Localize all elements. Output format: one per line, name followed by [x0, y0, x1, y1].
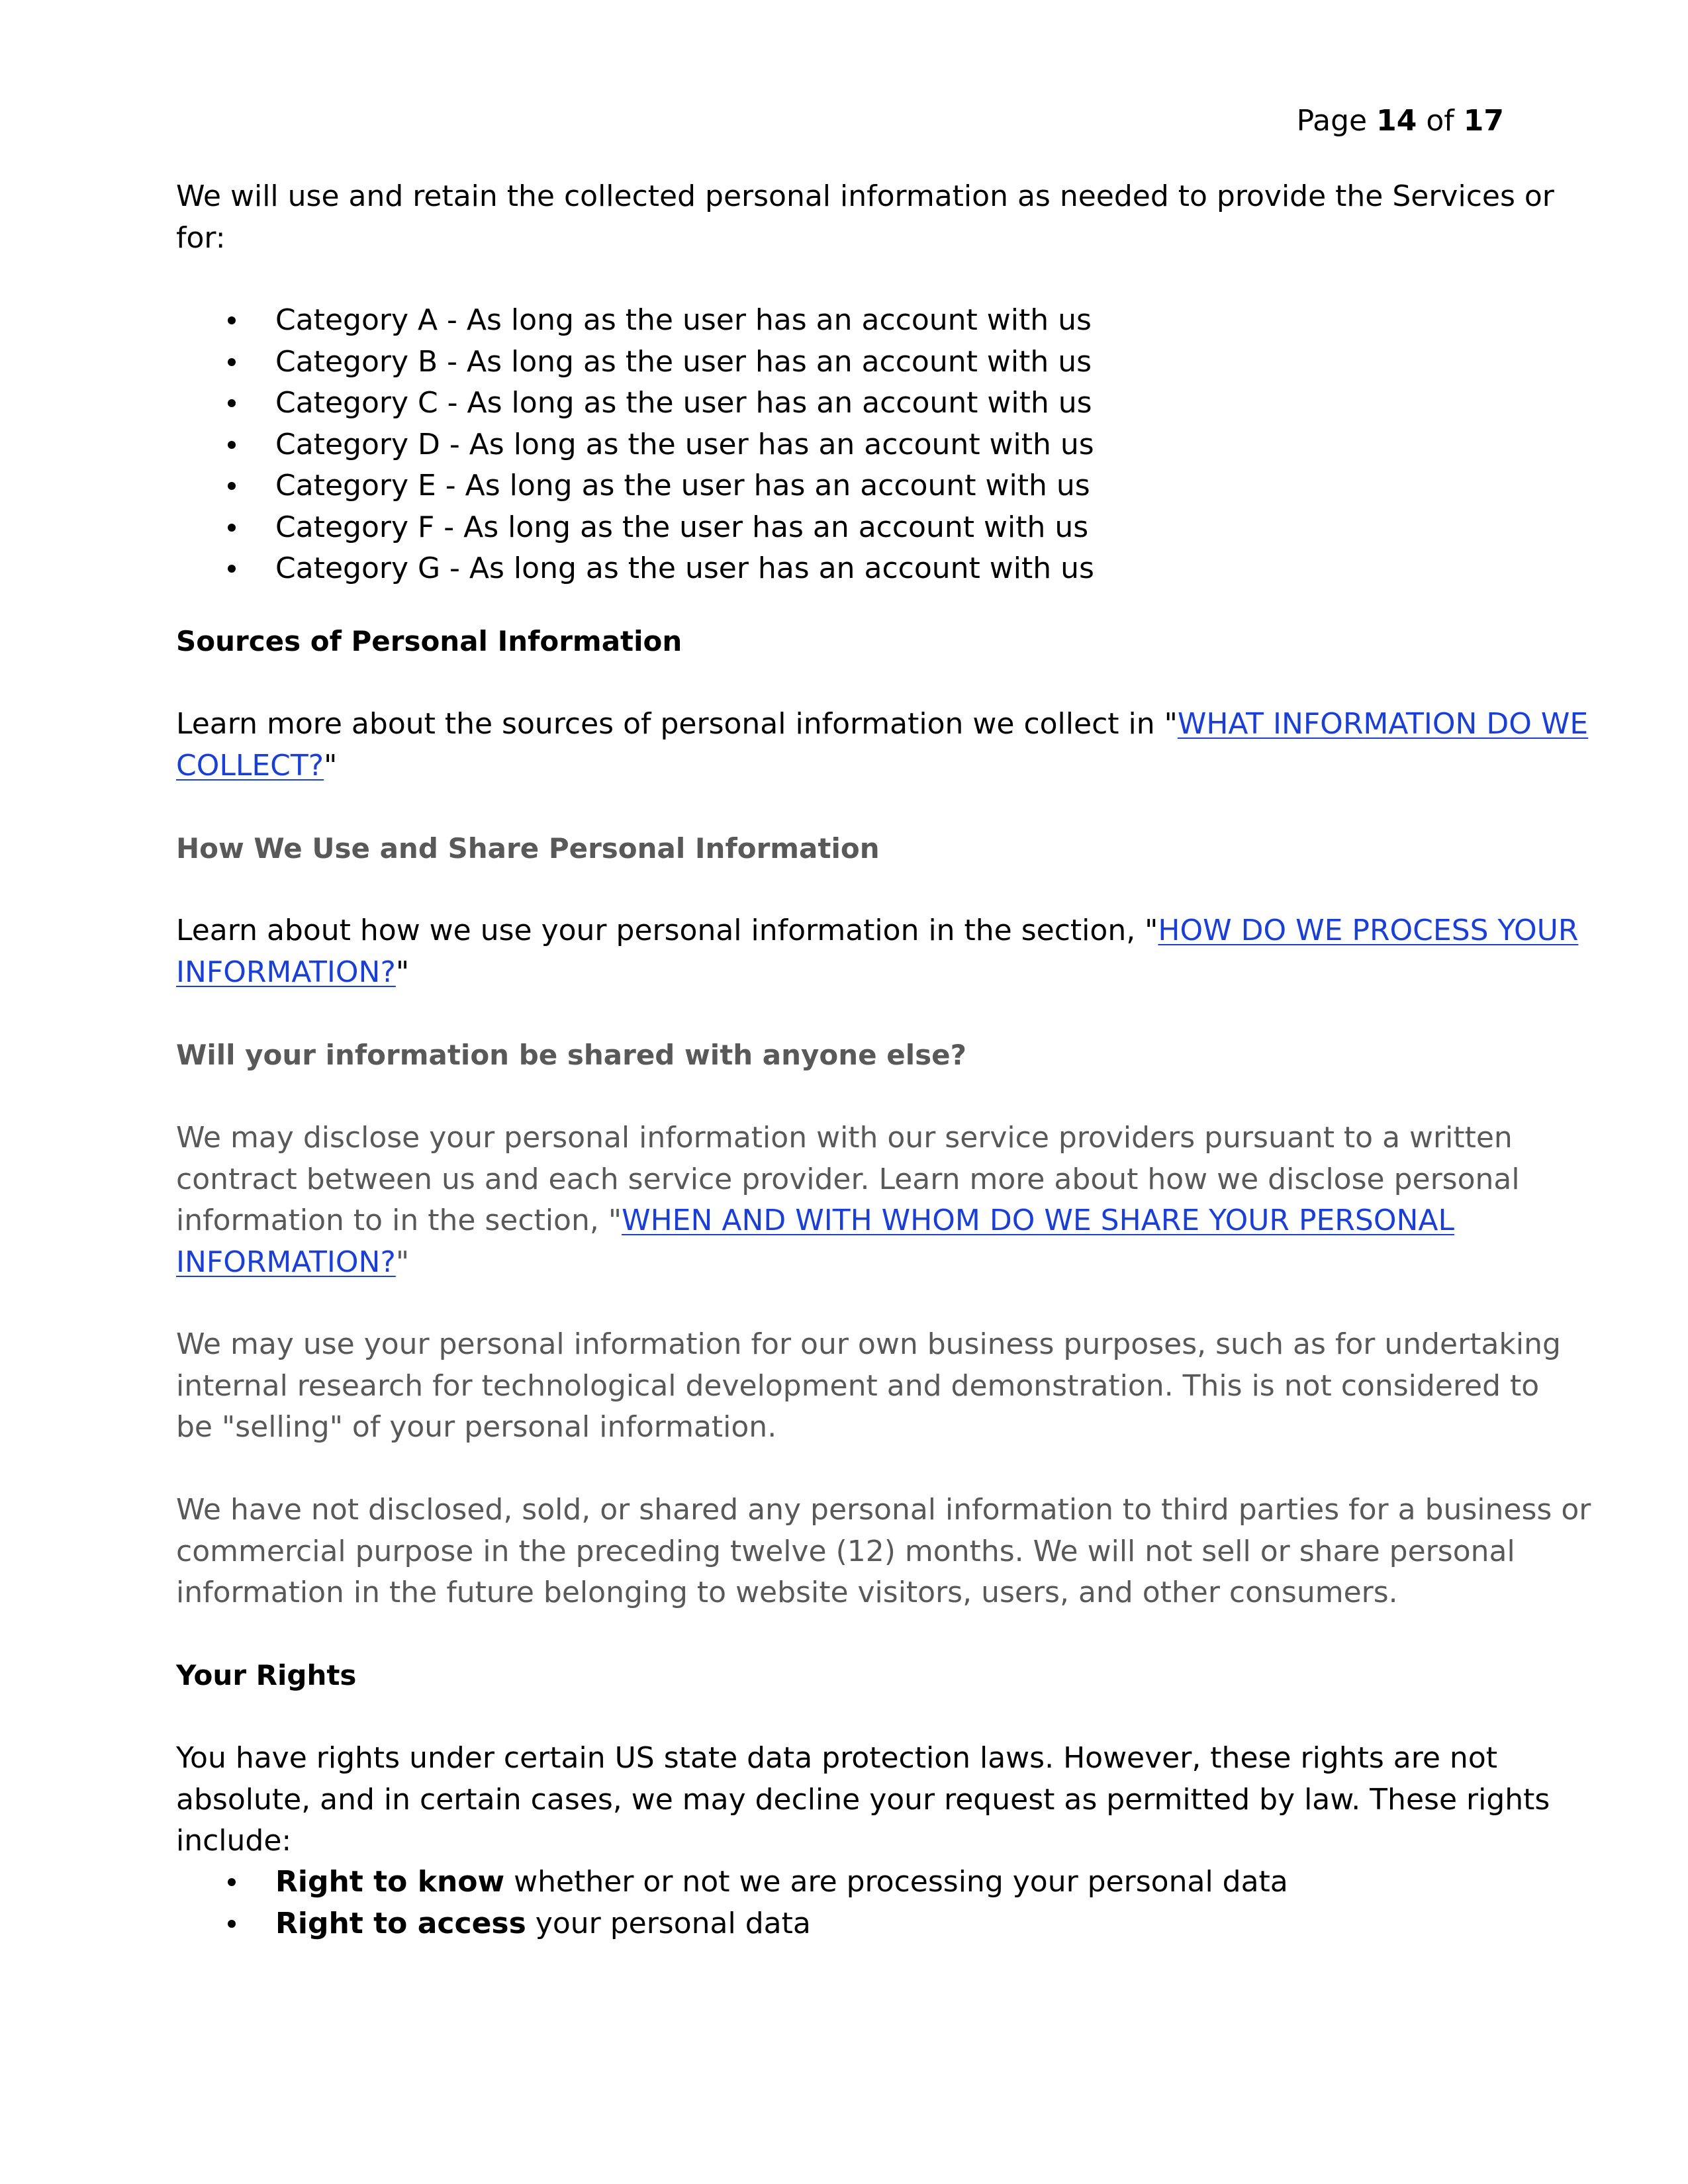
shared-heading: Will your information be shared with anyone else?	[176, 1039, 967, 1071]
shared-p1-quote-close: "	[395, 1245, 410, 1279]
shared-p2-line-2: internal research for technological development and demonstration. This is not considered to	[176, 1368, 1540, 1403]
list-item	[176, 342, 1507, 383]
right-name: Right to know	[275, 1865, 505, 1899]
page-number-prefix: Page	[1296, 104, 1368, 138]
use-share-paragraph	[176, 910, 1579, 993]
sources-line-2	[176, 745, 1507, 787]
list-item-text: Category A - As long as the user has an account with us	[275, 303, 1092, 337]
list-item-text: Category E - As long as the user has an account with us	[275, 469, 1090, 502]
shared-p2-line-3: be "selling" of your personal information.	[176, 1410, 777, 1444]
page-number	[1297, 101, 1504, 142]
intro-paragraph	[176, 176, 1554, 259]
rights-line-2: absolute, and in certain cases, we may decline your request as permitted by law. These rights	[176, 1782, 1550, 1817]
bullet-icon	[228, 441, 236, 449]
shared-p1-line-4	[176, 1242, 1507, 1284]
how-process-link-cont[interactable]: INFORMATION?	[176, 955, 396, 989]
bullet-icon	[228, 1878, 236, 1886]
rights-line-3: include:	[176, 1824, 292, 1858]
use-share-heading: How We Use and Share Personal Information	[176, 832, 880, 865]
shared-p1-line-2: contract between us and each service provider. Learn more about how we disclose personal	[176, 1162, 1520, 1196]
sources-text: Learn more about the sources of personal information we collect in "	[176, 707, 1178, 741]
shared-p3-line-1: We have not disclosed, sold, or shared any personal information to third parties for a business or	[176, 1493, 1591, 1527]
rights-line-1: You have rights under certain US state data protection laws. However, these rights are not	[176, 1741, 1497, 1775]
list-item	[176, 424, 1507, 466]
shared-p2-line-1: We may use your personal information for our own business purposes, such as for undertaking	[176, 1327, 1561, 1361]
list-item-text: Category C - As long as the user has an account with us	[275, 386, 1092, 420]
list-item	[176, 1862, 1507, 1903]
list-item-text: Category D - As long as the user has an account with us	[275, 427, 1094, 461]
list-item-text: Category G - As long as the user has an account with us	[275, 551, 1094, 585]
shared-p3-line-3: information in the future belonging to website visitors, users, and other consumers.	[176, 1576, 1398, 1609]
how-process-link[interactable]: HOW DO WE PROCESS YOUR	[1158, 914, 1579, 947]
bullet-icon	[228, 565, 236, 573]
sources-heading: Sources of Personal Information	[176, 625, 682, 657]
page-number-total: 17	[1463, 104, 1504, 138]
right-description: your personal data	[526, 1906, 811, 1940]
rights-list	[176, 1862, 1507, 1944]
bullet-icon	[228, 482, 236, 490]
sources-quote-close: "	[324, 748, 338, 783]
what-information-link[interactable]: WHAT INFORMATION DO WE	[1177, 707, 1589, 741]
what-information-link-cont[interactable]: COLLECT?	[176, 748, 324, 783]
use-share-line-1	[176, 910, 1579, 952]
list-item-text: Category B - As long as the user has an account with us	[275, 344, 1092, 379]
sources-line-1	[176, 704, 1589, 745]
bullet-icon	[228, 316, 236, 324]
use-share-quote-close: "	[395, 955, 410, 989]
bullet-icon	[228, 358, 236, 366]
shared-paragraph-2	[176, 1324, 1561, 1448]
list-item	[176, 507, 1507, 549]
list-item-text: Category F - As long as the user has an account with us	[275, 510, 1089, 544]
list-item	[176, 383, 1507, 424]
intro-line-2: for:	[176, 220, 226, 255]
bullet-icon	[228, 1920, 236, 1928]
page-number-current: 14	[1376, 104, 1417, 138]
bullet-icon	[228, 524, 236, 532]
shared-paragraph-1	[176, 1117, 1520, 1283]
intro-line-1: We will use and retain the collected personal information as needed to provide the Services or	[176, 179, 1554, 213]
rights-paragraph	[176, 1738, 1550, 1862]
shared-p1-text: information to in the section, "	[176, 1204, 622, 1237]
when-whom-share-link-cont[interactable]: INFORMATION?	[176, 1245, 396, 1279]
list-item	[176, 548, 1507, 590]
rights-heading: Your Rights	[176, 1659, 357, 1691]
sources-paragraph	[176, 704, 1589, 786]
page-number-separator: of	[1426, 104, 1454, 138]
list-item	[176, 1903, 1507, 1945]
right-description: whether or not we are processing your personal data	[504, 1865, 1288, 1899]
list-item	[176, 465, 1507, 507]
retention-list	[176, 300, 1507, 590]
use-share-text: Learn about how we use your personal information in the section, "	[176, 914, 1158, 947]
use-share-line-2	[176, 952, 1507, 994]
bullet-icon	[228, 399, 236, 407]
shared-paragraph-3	[176, 1490, 1591, 1614]
shared-p1-line-3	[176, 1200, 1507, 1242]
right-name: Right to access	[275, 1906, 526, 1940]
list-item	[176, 300, 1507, 342]
shared-p1-line-1: We may disclose your personal information with our service providers pursuant to a written	[176, 1121, 1513, 1155]
when-whom-share-link[interactable]: WHEN AND WITH WHOM DO WE SHARE YOUR PERSONAL	[622, 1204, 1454, 1237]
shared-p3-line-2: commercial purpose in the preceding twelve (12) months. We will not sell or share personal	[176, 1534, 1515, 1568]
